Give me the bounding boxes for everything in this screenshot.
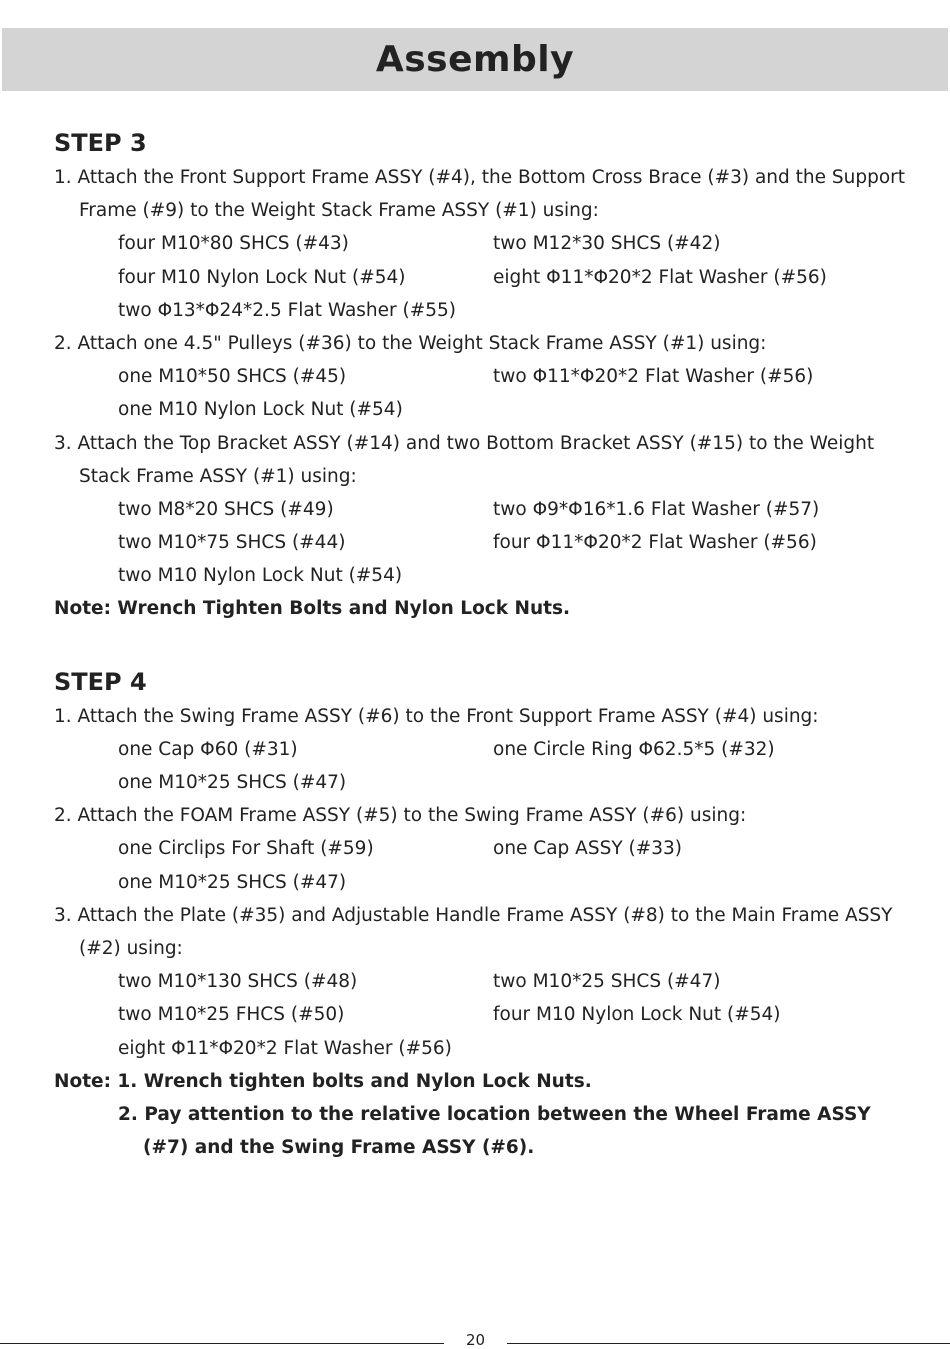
step4-instr2-item-row <box>54 866 934 899</box>
part-item: one Circlips For Shaft (#59) <box>118 838 374 860</box>
step3-instr3-item-row <box>54 493 934 526</box>
step3-instr3-line2: Stack Frame ASSY (#1) using: <box>79 465 357 487</box>
step4-instr1-item-row <box>54 733 934 766</box>
part-item: one M10*50 SHCS (#45) <box>118 366 347 388</box>
part-item: eight Φ11*Φ20*2 Flat Washer (#56) <box>493 266 827 288</box>
step4-instr2-line1: 2. Attach the FOAM Frame ASSY (#5) to the Swing Frame ASSY (#6) using: <box>54 805 747 827</box>
part-item: one Cap ASSY (#33) <box>493 838 682 860</box>
step3-instr2-item-row <box>54 393 934 426</box>
page-title: Assembly <box>375 39 575 80</box>
step3-instr3-item-row <box>54 526 934 559</box>
part-item: two M10*25 FHCS (#50) <box>118 1004 345 1026</box>
part-item: two M10 Nylon Lock Nut (#54) <box>118 565 403 587</box>
part-item: four M10*80 SHCS (#43) <box>118 233 349 255</box>
step3-instr1-line1: 1. Attach the Front Support Frame ASSY (#4), the Bottom Cross Brace (#3) and the Support <box>54 167 906 188</box>
part-item: two M10*25 SHCS (#47) <box>493 971 721 993</box>
part-item: two Φ9*Φ16*1.6 Flat Washer (#57) <box>493 498 820 520</box>
step3-heading: STEP 3 <box>54 129 147 157</box>
step3-instr1-item-row <box>54 261 934 294</box>
part-item: one M10 Nylon Lock Nut (#54) <box>118 399 403 421</box>
step4-note-line1: Note: 1. Wrench tighten bolts and Nylon Lock Nuts. <box>54 1070 592 1092</box>
part-item: one Cap Φ60 (#31) <box>118 738 298 760</box>
part-item: four Φ11*Φ20*2 Flat Washer (#56) <box>493 532 817 554</box>
step3-instr3-line1: 3. Attach the Top Bracket ASSY (#14) and two Bottom Bracket ASSY (#15) to the Weight <box>54 432 875 454</box>
step3-instr1-item-row <box>54 227 934 260</box>
part-item: two M8*20 SHCS (#49) <box>118 498 334 520</box>
step4-instr3-item-row <box>54 1032 934 1065</box>
step4-note-line2: 2. Pay attention to the relative location between the Wheel Frame ASSY <box>118 1103 871 1125</box>
step3-instr2-line1: 2. Attach one 4.5" Pulleys (#36) to the Weight Stack Frame ASSY (#1) using: <box>54 332 767 354</box>
footer-rule-right <box>507 1343 950 1344</box>
step4-instr2-item-row <box>54 832 934 865</box>
step4-heading: STEP 4 <box>54 667 147 696</box>
page-number: 20 <box>465 1331 486 1349</box>
part-item: one M10*25 SHCS (#47) <box>118 871 347 893</box>
part-item: one M10*25 SHCS (#47) <box>118 772 347 793</box>
header-band <box>2 28 948 91</box>
part-item: two Φ11*Φ20*2 Flat Washer (#56) <box>493 366 814 388</box>
step3-instr2-item-row <box>54 360 934 393</box>
step4-note-line3: (#7) and the Swing Frame ASSY (#6). <box>143 1137 535 1159</box>
footer-rule-left <box>0 1343 444 1344</box>
part-item: two M10*75 SHCS (#44) <box>118 532 346 554</box>
step3-note: Note: Wrench Tighten Bolts and Nylon Lock Nuts. <box>54 598 571 620</box>
part-item: one Circle Ring Φ62.5*5 (#32) <box>493 738 775 760</box>
part-item: four M10 Nylon Lock Nut (#54) <box>118 266 406 288</box>
step4-instr1-item-row <box>54 766 934 799</box>
section-spacer <box>54 626 934 664</box>
step4-instr1-line1: 1. Attach the Swing Frame ASSY (#6) to the Front Support Frame ASSY (#4) using: <box>54 705 819 727</box>
step4-instr3-item-row <box>54 998 934 1031</box>
step4-instr3-line1: 3. Attach the Plate (#35) and Adjustable Handle Frame ASSY (#8) to the Main Frame ASSY <box>54 904 893 926</box>
step4-instr3-line2: (#2) using: <box>79 937 183 959</box>
step3-instr1-line2: Frame (#9) to the Weight Stack Frame ASSY (#1) using: <box>79 200 599 222</box>
part-item: eight Φ11*Φ20*2 Flat Washer (#56) <box>118 1037 452 1059</box>
content <box>54 125 934 1164</box>
part-item: two M12*30 SHCS (#42) <box>493 233 721 255</box>
part-item: two M10*130 SHCS (#48) <box>118 971 358 993</box>
step4-instr3-item-row <box>54 965 934 998</box>
step3-instr1-item-row <box>54 294 934 327</box>
part-item: four M10 Nylon Lock Nut (#54) <box>493 1004 781 1026</box>
step3-instr3-item-row <box>54 559 934 592</box>
part-item: two Φ13*Φ24*2.5 Flat Washer (#55) <box>118 299 456 321</box>
